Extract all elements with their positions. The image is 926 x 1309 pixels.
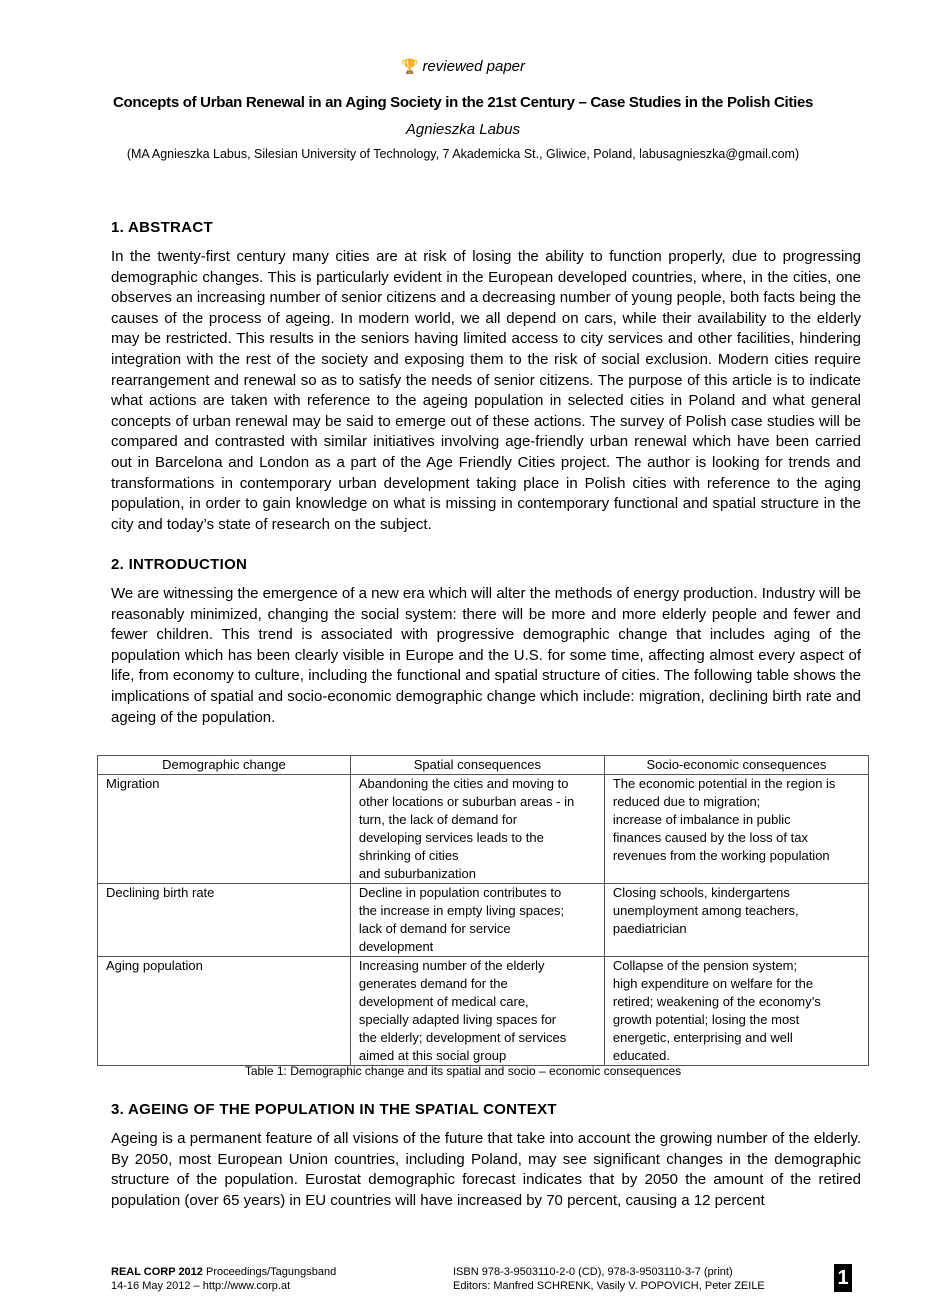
table-header-cell: Demographic change — [98, 756, 351, 775]
cell-line: and suburbanization — [358, 866, 476, 881]
cell-line: increase of imbalance in public — [612, 812, 791, 827]
cell-line: revenues from the working population — [612, 848, 830, 863]
cell-line: high expenditure on welfare for the — [612, 976, 814, 991]
table-row — [98, 884, 869, 957]
cell-line: Decline in population contributes to — [358, 885, 562, 900]
paper-title: Concepts of Urban Renewal in an Aging Society in the 21st Century – Case Studies in the Polish Cities — [112, 94, 814, 111]
table-header-row — [98, 756, 869, 775]
cell-line: growth potential; losing the most — [612, 1012, 800, 1027]
footer-left — [111, 1265, 336, 1293]
cell-line: retired; weakening of the economy’s — [612, 994, 821, 1009]
footer-isbn: ISBN 978-3-9503110-2-0 (CD), 978-3-9503110-3-7 (print) — [453, 1266, 733, 1278]
abstract-text: In the twenty-first century many cities are at risk of losing the ability to function properly, due to progressing demographic changes. This is particularly evident in the European developed countries, where, in the cities, one observes an increasing number of senior citizens and a decreasing number of young people, both facts being the causes of the process of ageing. In modern world, we all depend on cars, while their availability to the elderly may be restricted. This results in the seniors having limited access to city services and other facilities, hindering integration with the rest of the society and exposing them to the risk of social exclusion. Modern cities require rearrangement and renewal so as to satisfy the needs of senior citizens. The purpose of this article is to indicate what actions are taken with reference to the ageing population in selected cities in Poland and what general concepts of urban renewal may be said to emerge out of these actions. The survey of Polish case studies will be compared and contrasted with similar initiatives involving age-friendly urban renewal which have been carried out in Barcelona and London as a part of the Age Friendly Cities project. The author is looking for trends and transformations in contemporary urban development taking place in Polish cities with reference to the aging population, in order to gain knowledge on what is missing in contemporary functional and spatial structure in the city and today’s state of research on the subject. — [111, 248, 861, 533]
introduction-text: We are witnessing the emergence of a new era which will alter the methods of energy production. Industry will be reasonably minimized, changing the social system: there will be more and more elderly people and fewer and fewer children. This trend is associated with progressive demographic change that includes aging of the population which has been clearly visible in Europe and the U.S. for some time, affecting almost every aspect of life, from economy to culture, including the functional and spatial structure of cities. The following table shows the implications of spatial and socio-economic demographic change which include: migration, declining birth rate and ageing of the population. — [111, 585, 861, 726]
cell-line: lack of demand for service — [358, 921, 511, 936]
footer-proceedings: Proceedings/Tagungsband — [202, 1266, 337, 1278]
cell-line: educated. — [612, 1048, 670, 1063]
ageing-text: Ageing is a permanent feature of all visions of the future that take into account the growing number of the elderly. By 2050, most European Union countries, including Poland, may see significant changes in the demographic structure of the population. Eurostat demographic forecast indicates that by 2050 the amount of the retired population (over 65 years) in EU countries will have increased by 70 percent, causing a 12 percent — [111, 1130, 861, 1209]
cell-line: Collapse of the pension system; — [612, 958, 798, 973]
spatial-consequences-cell — [350, 884, 604, 957]
cell-line: aimed at this social group — [358, 1048, 507, 1063]
cell-line: finances caused by the loss of tax — [612, 830, 808, 845]
spatial-consequences-cell — [350, 957, 604, 1066]
cell-line: unemployment among teachers, — [612, 903, 799, 918]
table-caption: Table 1: Demographic change and its spatial and socio – economic consequences — [244, 1064, 682, 1078]
cell-line: Abandoning the cities and moving to — [358, 776, 569, 791]
socio-economic-consequences-cell — [604, 957, 868, 1066]
cell-line: development — [358, 939, 434, 954]
cell-line: Closing schools, kindergartens — [612, 885, 790, 900]
footer-conference: REAL CORP 2012 — [111, 1266, 203, 1278]
footer-date-url: 14-16 May 2012 – http://www.corp.at — [111, 1280, 291, 1292]
table-header-cell: Spatial consequences — [350, 756, 604, 775]
footer-right — [453, 1265, 765, 1293]
cell-line: paediatrician — [612, 921, 687, 936]
demographic-change-cell: Migration — [98, 775, 351, 884]
table-row — [98, 957, 869, 1066]
cell-line: development of medical care, — [358, 994, 529, 1009]
cell-line: the increase in empty living spaces; — [358, 903, 565, 918]
cell-line: The economic potential in the region is — [612, 776, 836, 791]
cell-line: generates demand for the — [358, 976, 508, 991]
cell-line: specially adapted living spaces for — [358, 1012, 557, 1027]
table-row — [98, 775, 869, 884]
demographic-change-cell: Declining birth rate — [98, 884, 351, 957]
socio-economic-consequences-cell — [604, 775, 868, 884]
cell-line: energetic, enterprising and well — [612, 1030, 793, 1045]
spatial-consequences-cell — [350, 775, 604, 884]
introduction-heading: 2. INTRODUCTION — [111, 556, 248, 573]
demographic-table — [97, 755, 869, 1066]
page-number: 1 — [834, 1264, 852, 1292]
socio-economic-consequences-cell — [604, 884, 868, 957]
author-affiliation: (MA Agnieszka Labus, Silesian University of Technology, 7 Akademicka St., Gliwice, Poland, labusagnieszka@gmail.com) — [126, 147, 800, 161]
abstract-heading: 1. ABSTRACT — [111, 219, 213, 236]
cell-line: the elderly; development of services — [358, 1030, 567, 1045]
cell-line: turn, the lack of demand for — [358, 812, 518, 827]
demographic-change-cell: Aging population — [98, 957, 351, 1066]
cell-line: developing services leads to the — [358, 830, 544, 845]
ageing-heading: 3. AGEING OF THE POPULATION IN THE SPATIAL CONTEXT — [111, 1101, 557, 1118]
cell-line: reduced due to migration; — [612, 794, 761, 809]
cell-line: other locations or suburban areas - in — [358, 794, 575, 809]
cell-line: shrinking of cities — [358, 848, 459, 863]
badge-label: reviewed paper — [422, 58, 525, 75]
table-header-cell: Socio-economic consequences — [604, 756, 868, 775]
reviewed-paper-badge — [0, 58, 926, 75]
trophy-icon: 🏆 — [401, 58, 419, 74]
cell-line: Increasing number of the elderly — [358, 958, 545, 973]
footer-editors: Editors: Manfred SCHRENK, Vasily V. POPOVICH, Peter ZEILE — [453, 1280, 765, 1292]
author-name: Agnieszka Labus — [405, 121, 521, 138]
